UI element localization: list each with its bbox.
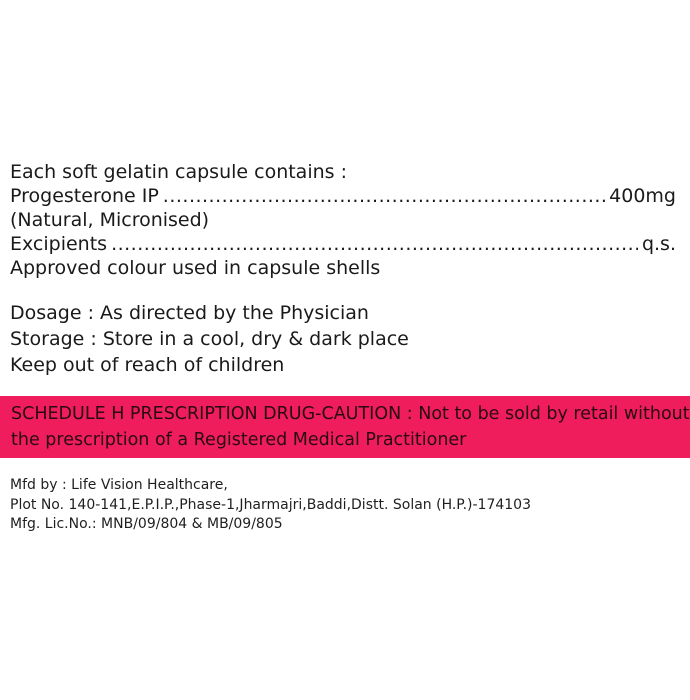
ingredient-name: Progesterone IP — [10, 185, 159, 207]
dosage-text: Dosage : As directed by the Physician — [10, 302, 369, 324]
ingredient-row-excipients — [10, 232, 676, 256]
caution-line-1: SCHEDULE H PRESCRIPTION DRUG-CAUTION : Not to be sold by retail without — [11, 404, 690, 424]
composition-section — [10, 160, 676, 280]
ingredient-note: (Natural, Micronised) — [10, 209, 210, 231]
ingredient-value: 400mg — [609, 185, 676, 207]
manufacturing-licence: Mfg. Lic.No.: MNB/09/804 & MB/09/805 — [10, 516, 283, 532]
composition-heading: Each soft gelatin capsule contains : — [10, 161, 347, 183]
ingredient-value: q.s. — [641, 233, 676, 255]
ingredient-name: Excipients — [10, 233, 108, 255]
storage-text: Storage : Store in a cool, dry & dark place — [10, 328, 409, 350]
manufacturer-section — [10, 476, 676, 535]
children-warning: Keep out of reach of children — [10, 354, 285, 376]
dot-leader — [111, 232, 638, 256]
schedule-h-caution-banner — [0, 396, 690, 458]
colour-note: Approved colour used in capsule shells — [10, 257, 381, 279]
caution-line-2: the prescription of a Registered Medical Practitioner — [11, 430, 467, 450]
manufacturer-address: Plot No. 140-141,E.P.I.P.,Phase-1,Jharmajri,Baddi,Distt. Solan (H.P.)-174103 — [10, 496, 531, 513]
dot-leader — [163, 184, 605, 208]
manufacturer-name: Mfd by : Life Vision Healthcare, — [10, 477, 228, 493]
instructions-section — [10, 300, 676, 378]
ingredient-row-progesterone — [10, 184, 676, 208]
